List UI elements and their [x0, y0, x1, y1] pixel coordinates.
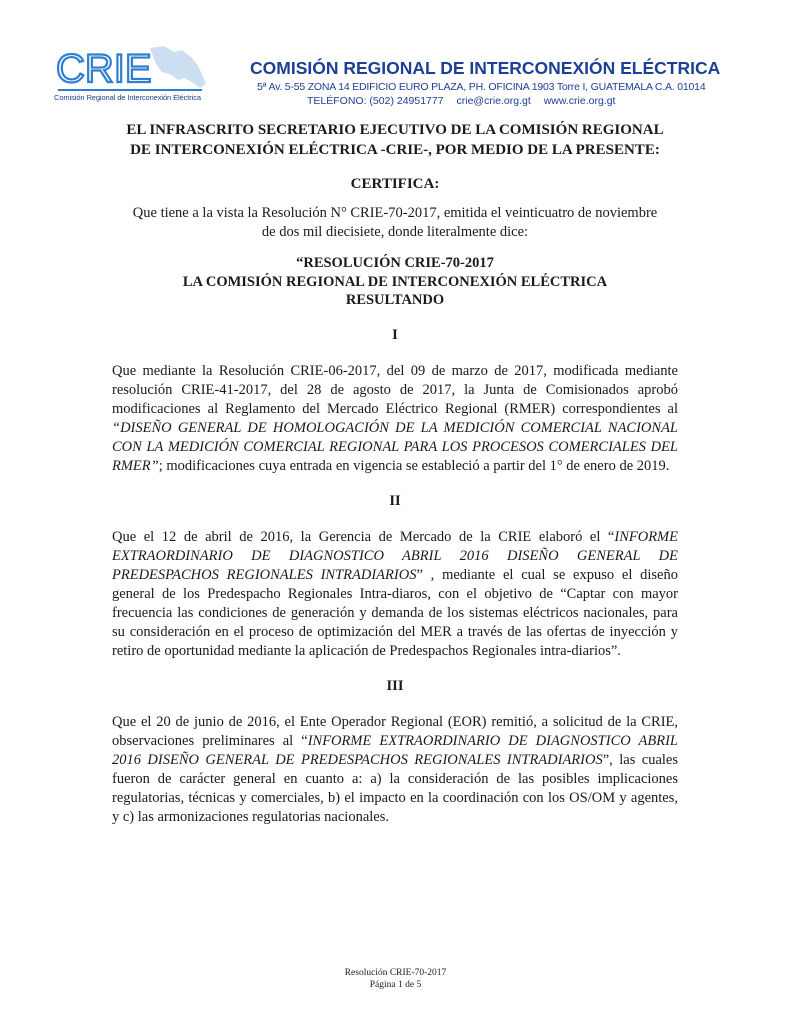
- intro-line-2: de dos mil diecisiete, donde literalmente dice:: [261, 224, 529, 240]
- section-3-italic: INFORME EXTRAORDINARIO DE DIAGNOSTICO ABRIL 2016 DISEÑO GENERAL DE PREDESPACHOS REGIONALES INTRADIARIOS: [112, 732, 678, 768]
- section-3-paragraph: [112, 713, 678, 827]
- email-address: crie@crie.org.gt: [456, 95, 531, 107]
- commission-title: LA COMISIÓN REGIONAL DE INTERCONEXIÓN ELÉCTRICA: [182, 273, 608, 290]
- logo-subtitle: Comisión Regional de Interconexión Eléctrica: [54, 93, 201, 102]
- section-1-text-end: ; modificaciones cuya entrada en vigencia se estableció a partir del 1° de enero de 2019.: [158, 457, 670, 474]
- section-numeral-2: II: [389, 492, 401, 509]
- certifica-heading: CERTIFICA:: [350, 176, 440, 192]
- crie-logo: [52, 44, 212, 104]
- phone-number: TELÉFONO: (502) 24951777: [307, 95, 444, 107]
- logo-wordmark: CRIE: [56, 47, 152, 91]
- organization-address: 5ª Av. 5-55 ZONA 14 EDIFICIO EURO PLAZA, PH. OFICINA 1903 Torre I, GUATEMALA C.A. 01014: [257, 81, 706, 93]
- letterhead: [52, 44, 752, 108]
- section-numeral-3: III: [386, 677, 404, 694]
- section-1-paragraph: [112, 362, 678, 476]
- heading-line-2: DE INTERCONEXIÓN ELÉCTRICA -CRIE-, POR MEDIO DE LA PRESENTE:: [130, 142, 660, 158]
- document-body: [112, 120, 678, 827]
- section-2-text-end: ” , mediante el cual se expuso el diseño general de los Predespacho Regionales Intra-diaros, con el objetivo de “Captar con mayor frecuencia las condiciones de generación y demanda de los sistemas eléctricos nacionales, para su consideración en el proceso de optimización del MER a través de las ofertas de inyección y retiro de oportunidad mediante la aplicación de Predespachos Regionales intra-diarios”.: [112, 566, 678, 659]
- intro-line-1: Que tiene a la vista la Resolución N° CRIE-70-2017, emitida el veinticuatro de noviembre: [132, 205, 658, 221]
- resultando-title: RESULTANDO: [345, 292, 445, 308]
- organization-name: COMISIÓN REGIONAL DE INTERCONEXIÓN ELÉCTRICA: [250, 58, 721, 78]
- resolution-title: “RESOLUCIÓN CRIE-70-2017: [296, 255, 494, 271]
- footer-resolution: Resolución CRIE-70-2017: [344, 968, 447, 978]
- section-3-text-end: ”, las cuales fueron de carácter general en cuanto a: a) la consideración de las posibles implicaciones regulatorias, técnicas y comerciales, b) el impacto en la coordinación con los OS/OM y agentes, y c) las armonizaciones regulatorias nacionales.: [112, 751, 678, 825]
- footer-page-number: Página 1 de 5: [369, 980, 422, 990]
- section-2-paragraph: [112, 528, 678, 661]
- resolution-heading: [112, 254, 678, 310]
- section-2-italic: INFORME EXTRAORDINARIO DE DIAGNOSTICO ABRIL 2016 DISEÑO GENERAL DE PREDESPACHOS REGIONALES INTRADIARIOS: [112, 528, 678, 583]
- page-footer: [0, 967, 791, 991]
- section-1-italic: “DISEÑO GENERAL DE HOMOLOGACIÓN DE LA MEDICIÓN COMERCIAL NACIONAL CON LA MEDICIÓN COMERCIAL REGIONAL PARA LOS PROCESOS COMERCIALES DEL RMER”: [112, 419, 678, 474]
- crie-logo-icon: [52, 44, 212, 94]
- section-2-text: Que el 12 de abril de 2016, la Gerencia de Mercado de la CRIE elaboró el “: [112, 528, 615, 545]
- website-url: www.crie.org.gt: [543, 95, 616, 107]
- section-numeral-1: I: [392, 326, 398, 343]
- section-3-text: Que el 20 de junio de 2016, el Ente Operador Regional (EOR) remitió, a solicitud de la CRIE, observaciones preliminares al “: [112, 713, 678, 749]
- heading-line-1: EL INFRASCRITO SECRETARIO EJECUTIVO DE LA COMISIÓN REGIONAL: [126, 122, 664, 138]
- section-1-text: Que mediante la Resolución CRIE-06-2017, del 09 de marzo de 2017, modificada mediante resolución CRIE-41-2017, del 28 de agosto de 2017, la Junta de Comisionados aprobó modificaciones al Reglamento del Mercado Eléctrico Regional (RMER) correspondientes al: [112, 362, 678, 417]
- intro-text: [112, 204, 678, 242]
- organization-contact: [307, 95, 625, 107]
